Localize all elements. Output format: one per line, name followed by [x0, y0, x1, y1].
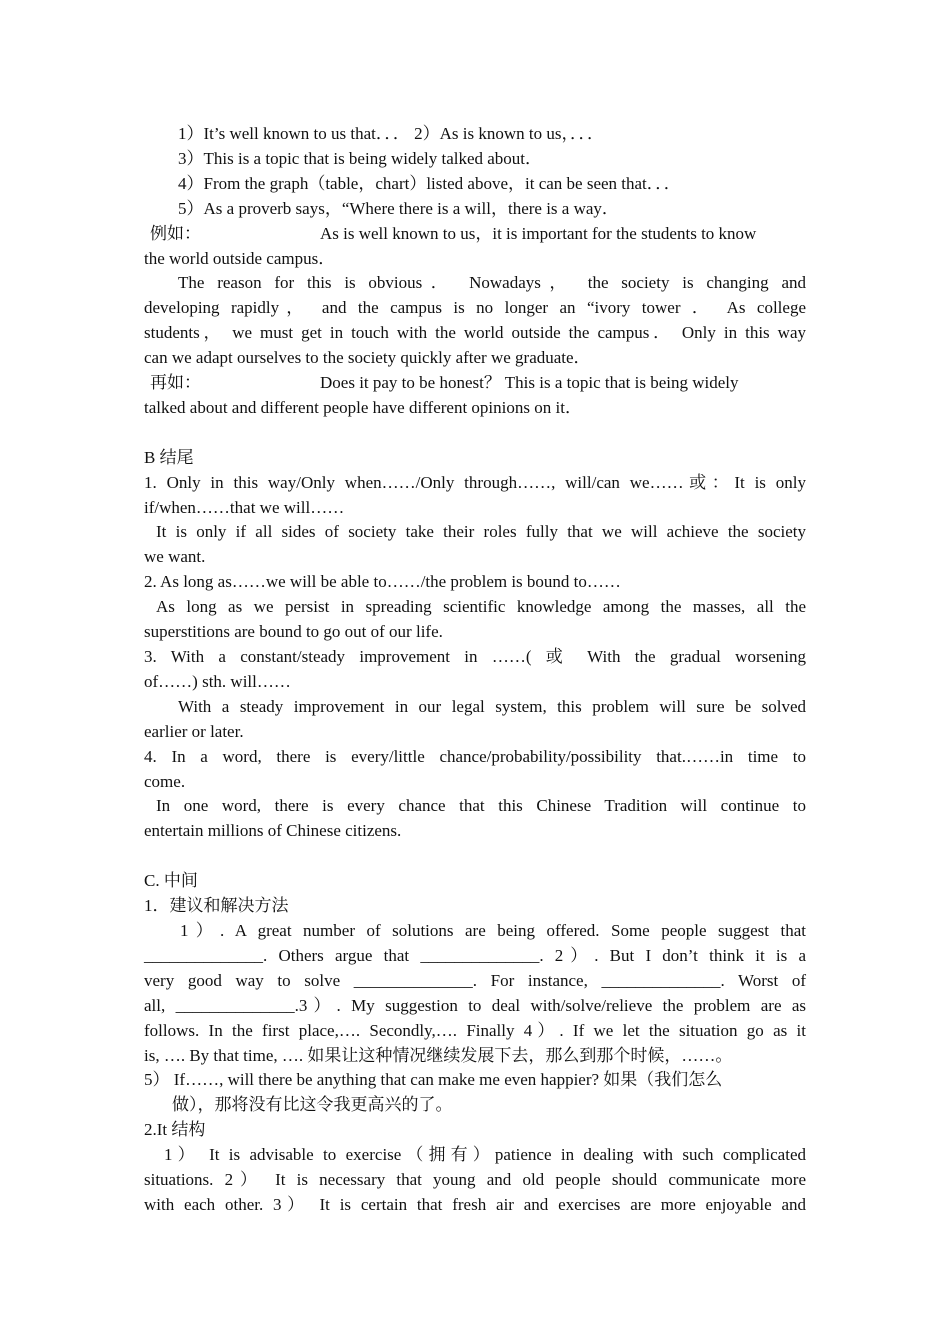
pattern-line: 2. As long as……we will be able to……/the problem is bound to……	[144, 572, 621, 592]
example-text: Does it pay to be honest？ This is a topic that is being widely	[320, 373, 739, 393]
example-1-rest: the world outside campus．	[144, 248, 336, 268]
pattern-line: 1. Only in this way/Only when……/Only through……, will/can we……或：It is only	[144, 472, 806, 492]
paragraph-line: can we adapt ourselves to the society quickly after we graduate．	[144, 348, 591, 368]
opening-item: 3）This is a topic that is being widely talked about．	[178, 148, 543, 168]
it-structure-line: with each other. 3） It is certain that fresh air and exercises are more enjoyable and	[144, 1194, 806, 1214]
spacer	[144, 421, 806, 446]
suggestion-line: 1）. A great number of solutions are being offered. Some people suggest that	[180, 920, 806, 940]
example-line: As long as we persist in spreading scientific knowledge among the masses, all the	[156, 597, 806, 617]
pattern-line: 4. In a word, there is every/little chance/probability/possibility that.……in time to	[144, 746, 806, 766]
spacer	[144, 844, 806, 869]
section-heading: B 结尾	[144, 447, 194, 467]
suggestion-line: all, ______________.3）. My suggestion to deal with/solve/relieve the problem are as	[144, 995, 806, 1015]
subsection-heading: 1．建议和解决方法	[144, 896, 289, 916]
suggestion-line: very good way to solve ______________. For instance, ______________. Worst of	[144, 970, 806, 990]
pattern-line: come.	[144, 771, 186, 791]
pattern-line: 3. With a constant/steady improvement in ……( 或 With the gradual worsening	[144, 647, 806, 667]
item-5-line: 做），那将没有比这令我更高兴的了。	[172, 1095, 453, 1115]
example-1-first-line	[144, 222, 806, 247]
pattern-line: of……) sth. will……	[144, 671, 291, 691]
pattern-line: if/when……that we will……	[144, 497, 345, 517]
suggestion-line: follows. In the first place,…. Secondly,…. Finally 4）. If we let the situation go as it	[144, 1020, 806, 1040]
example-1	[144, 222, 806, 272]
suggestion-line: is, …. By that time, …. 如果让这种情况继续发展下去，那么到那个时候，……。	[144, 1045, 733, 1065]
opening-list	[144, 122, 806, 222]
example-2	[144, 371, 806, 421]
document-page	[144, 122, 806, 1218]
opening-item: 4）From the graph（table，chart）listed above，it can be seen that．．．	[178, 173, 681, 193]
example-1-paragraph	[144, 271, 806, 371]
middle-section	[144, 869, 806, 1218]
example-text: As is well known to us，it is important for the students to know	[320, 223, 757, 243]
example-label: 例如：	[150, 223, 201, 243]
subsection-heading: 2.It 结构	[144, 1120, 206, 1140]
suggestion-line: ______________. Others argue that ______________. 2）. But I don’t think it is a	[144, 945, 806, 965]
it-structure-line: 1） It is advisable to exercise（拥有）patience in dealing with such complicated	[164, 1145, 806, 1165]
paragraph-line: developing rapidly， and the campus is no longer an “ivory tower ． As college	[144, 298, 806, 318]
example-line: we want.	[144, 547, 206, 567]
example-line: It is only if all sides of society take their roles fully that we will achieve the society	[156, 522, 806, 542]
example-line: entertain millions of Chinese citizens.	[144, 821, 402, 841]
ending-section	[144, 446, 806, 845]
example-line: superstitions are bound to go out of our life.	[144, 622, 443, 642]
item-5-line: 5） If……, will there be anything that can make me even happier? 如果（我们怎么	[144, 1070, 723, 1090]
section-heading: C. 中间	[144, 871, 198, 891]
example-line: In one word, there is every chance that this Chinese Tradition will continue to	[156, 796, 806, 816]
paragraph-line: The reason for this is obvious． Nowadays， the society is changing and	[178, 273, 806, 293]
it-structure-line: situations. 2） It is necessary that young and old people should communicate more	[144, 1170, 806, 1190]
example-label: 再如：	[150, 373, 201, 393]
example-2-first-line	[144, 371, 806, 396]
opening-item: 5）As a proverb says，“Where there is a will，there is a way．	[178, 198, 619, 218]
example-2-rest: talked about and different people have different opinions on it．	[144, 397, 582, 417]
example-line: With a steady improvement in our legal system, this problem will sure be solved	[178, 696, 806, 716]
opening-item: 1）It’s well known to us that．．． 2）As is known to us，．．．	[178, 124, 604, 143]
paragraph-line: students， we must get in touch with the world outside the campus． Only in this way	[144, 323, 806, 343]
example-line: earlier or later.	[144, 721, 244, 741]
